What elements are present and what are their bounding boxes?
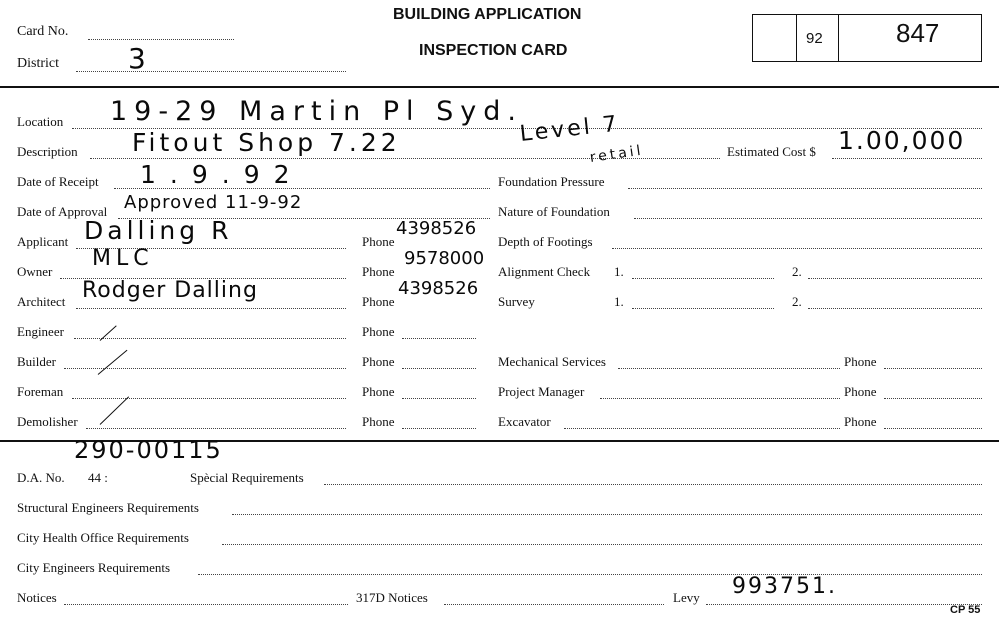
description-label: Description bbox=[17, 144, 78, 159]
date-of-approval-label: Date of Approval bbox=[17, 204, 108, 219]
form-title-line1: BUILDING APPLICATION bbox=[393, 6, 582, 23]
depth-of-footings-label: Depth of Footings bbox=[498, 234, 593, 249]
notices-label: Notices bbox=[17, 590, 57, 605]
card-no-line bbox=[88, 39, 234, 40]
district-value: 3 bbox=[128, 42, 149, 75]
excavator-line bbox=[564, 428, 840, 429]
form-code: CP 55 bbox=[950, 604, 981, 616]
project-manager-label: Project Manager bbox=[498, 384, 585, 399]
estimated-cost-value: 1.00,000 bbox=[838, 126, 966, 155]
structural-engineers-label: Structural Engineers Requirements bbox=[17, 500, 199, 515]
survey-line-2 bbox=[808, 308, 982, 309]
owner-phone-value: 9578000 bbox=[404, 248, 485, 269]
district-line bbox=[76, 71, 346, 72]
card-number-box bbox=[752, 14, 982, 62]
location-value: 19-29 Martin Pl Syd. bbox=[110, 96, 523, 127]
alignment-check-label: Alignment Check bbox=[498, 264, 591, 279]
foreman-label: Foreman bbox=[17, 384, 64, 399]
special-requirements-label: Spècial Requirements bbox=[190, 470, 304, 485]
levy-label: Levy bbox=[673, 590, 700, 605]
mechanical-phone-line bbox=[884, 368, 982, 369]
city-health-label: City Health Office Requirements bbox=[17, 530, 189, 545]
notices-317d-line bbox=[444, 604, 664, 605]
demolisher-phone-label: Phone bbox=[362, 414, 395, 429]
architect-line bbox=[76, 308, 346, 309]
city-engineers-line bbox=[198, 574, 982, 575]
mechanical-services-line bbox=[618, 368, 840, 369]
survey-label: Survey bbox=[498, 294, 535, 309]
estimated-cost-line bbox=[832, 158, 982, 159]
owner-label: Owner bbox=[17, 264, 53, 279]
project-manager-line bbox=[600, 398, 840, 399]
survey-item-1: 1. bbox=[614, 294, 624, 309]
builder-phone-label: Phone bbox=[362, 354, 395, 369]
engineer-line bbox=[74, 338, 346, 339]
card-number-divider-2 bbox=[838, 14, 839, 62]
survey-line-1 bbox=[632, 308, 774, 309]
date-of-receipt-label: Date of Receipt bbox=[17, 174, 99, 189]
nature-of-foundation-line bbox=[634, 218, 982, 219]
notices-line bbox=[64, 604, 348, 605]
applicant-label: Applicant bbox=[17, 234, 69, 249]
excavator-phone-line bbox=[884, 428, 982, 429]
nature-of-foundation-label: Nature of Foundation bbox=[498, 204, 610, 219]
owner-value: MLC bbox=[92, 246, 154, 271]
description-value: Fitout Shop 7.22 bbox=[132, 128, 401, 157]
engineer-phone-line bbox=[402, 338, 476, 339]
card-number: 847 bbox=[896, 18, 940, 48]
engineer-phone-label: Phone bbox=[362, 324, 395, 339]
card-no-label: Card No. bbox=[17, 24, 69, 39]
alignment-check-line-1 bbox=[632, 278, 774, 279]
description-value-3: retail bbox=[588, 142, 645, 166]
excavator-label: Excavator bbox=[498, 414, 551, 429]
foreman-phone-line bbox=[402, 398, 476, 399]
builder-phone-line bbox=[402, 368, 476, 369]
da-handwritten-number: 290-00115 bbox=[74, 436, 223, 464]
applicant-value: Dalling R bbox=[84, 216, 233, 245]
special-requirements-line bbox=[324, 484, 982, 485]
card-number-divider-1 bbox=[796, 14, 797, 62]
form-title-line2: INSPECTION CARD bbox=[419, 42, 568, 59]
levy-line bbox=[706, 604, 982, 605]
foundation-pressure-line bbox=[628, 188, 982, 189]
demolisher-phone-line bbox=[402, 428, 476, 429]
depth-of-footings-line bbox=[612, 248, 982, 249]
demolisher-nil-slash bbox=[100, 396, 129, 425]
alignment-check-item-1: 1. bbox=[614, 264, 624, 279]
estimated-cost-label: Estimated Cost $ bbox=[727, 144, 816, 159]
architect-label: Architect bbox=[17, 294, 66, 309]
structural-engineers-line bbox=[232, 514, 982, 515]
year-code: 92 bbox=[806, 30, 823, 47]
applicant-phone-label: Phone bbox=[362, 234, 395, 249]
excavator-phone-label: Phone bbox=[844, 414, 877, 429]
demolisher-line bbox=[86, 428, 346, 429]
demolisher-label: Demolisher bbox=[17, 414, 78, 429]
notices-317d-label: 317D Notices bbox=[356, 590, 428, 605]
mechanical-phone-label: Phone bbox=[844, 354, 877, 369]
foreman-phone-label: Phone bbox=[362, 384, 395, 399]
date-of-receipt-value: 1.9.92 bbox=[140, 160, 304, 189]
architect-value: Rodger Dalling bbox=[82, 278, 258, 303]
applicant-phone-value: 4398526 bbox=[396, 218, 477, 239]
da-no-value: 44 : bbox=[88, 470, 108, 485]
city-engineers-label: City Engineers Requirements bbox=[17, 560, 171, 575]
da-no-label: D.A. No. bbox=[17, 470, 65, 485]
engineer-label: Engineer bbox=[17, 324, 64, 339]
district-label: District bbox=[17, 56, 59, 71]
foreman-line bbox=[72, 398, 346, 399]
location-label: Location bbox=[17, 114, 64, 129]
description-value-2: Level 7 bbox=[518, 111, 621, 147]
mechanical-services-label: Mechanical Services bbox=[498, 354, 606, 369]
builder-nil-slash bbox=[98, 350, 128, 375]
project-manager-phone-line bbox=[884, 398, 982, 399]
alignment-check-line-2 bbox=[808, 278, 982, 279]
levy-value: 993751. bbox=[732, 574, 837, 599]
alignment-check-item-2: 2. bbox=[792, 264, 802, 279]
survey-item-2: 2. bbox=[792, 294, 802, 309]
architect-phone-label: Phone bbox=[362, 294, 395, 309]
architect-phone-value: 4398526 bbox=[398, 278, 479, 299]
foundation-pressure-label: Foundation Pressure bbox=[498, 174, 605, 189]
date-of-approval-value: Approved 11-9-92 bbox=[124, 192, 303, 213]
owner-phone-label: Phone bbox=[362, 264, 395, 279]
project-manager-phone-label: Phone bbox=[844, 384, 877, 399]
city-health-line bbox=[222, 544, 982, 545]
builder-label: Builder bbox=[17, 354, 56, 369]
header-rule bbox=[0, 86, 999, 88]
